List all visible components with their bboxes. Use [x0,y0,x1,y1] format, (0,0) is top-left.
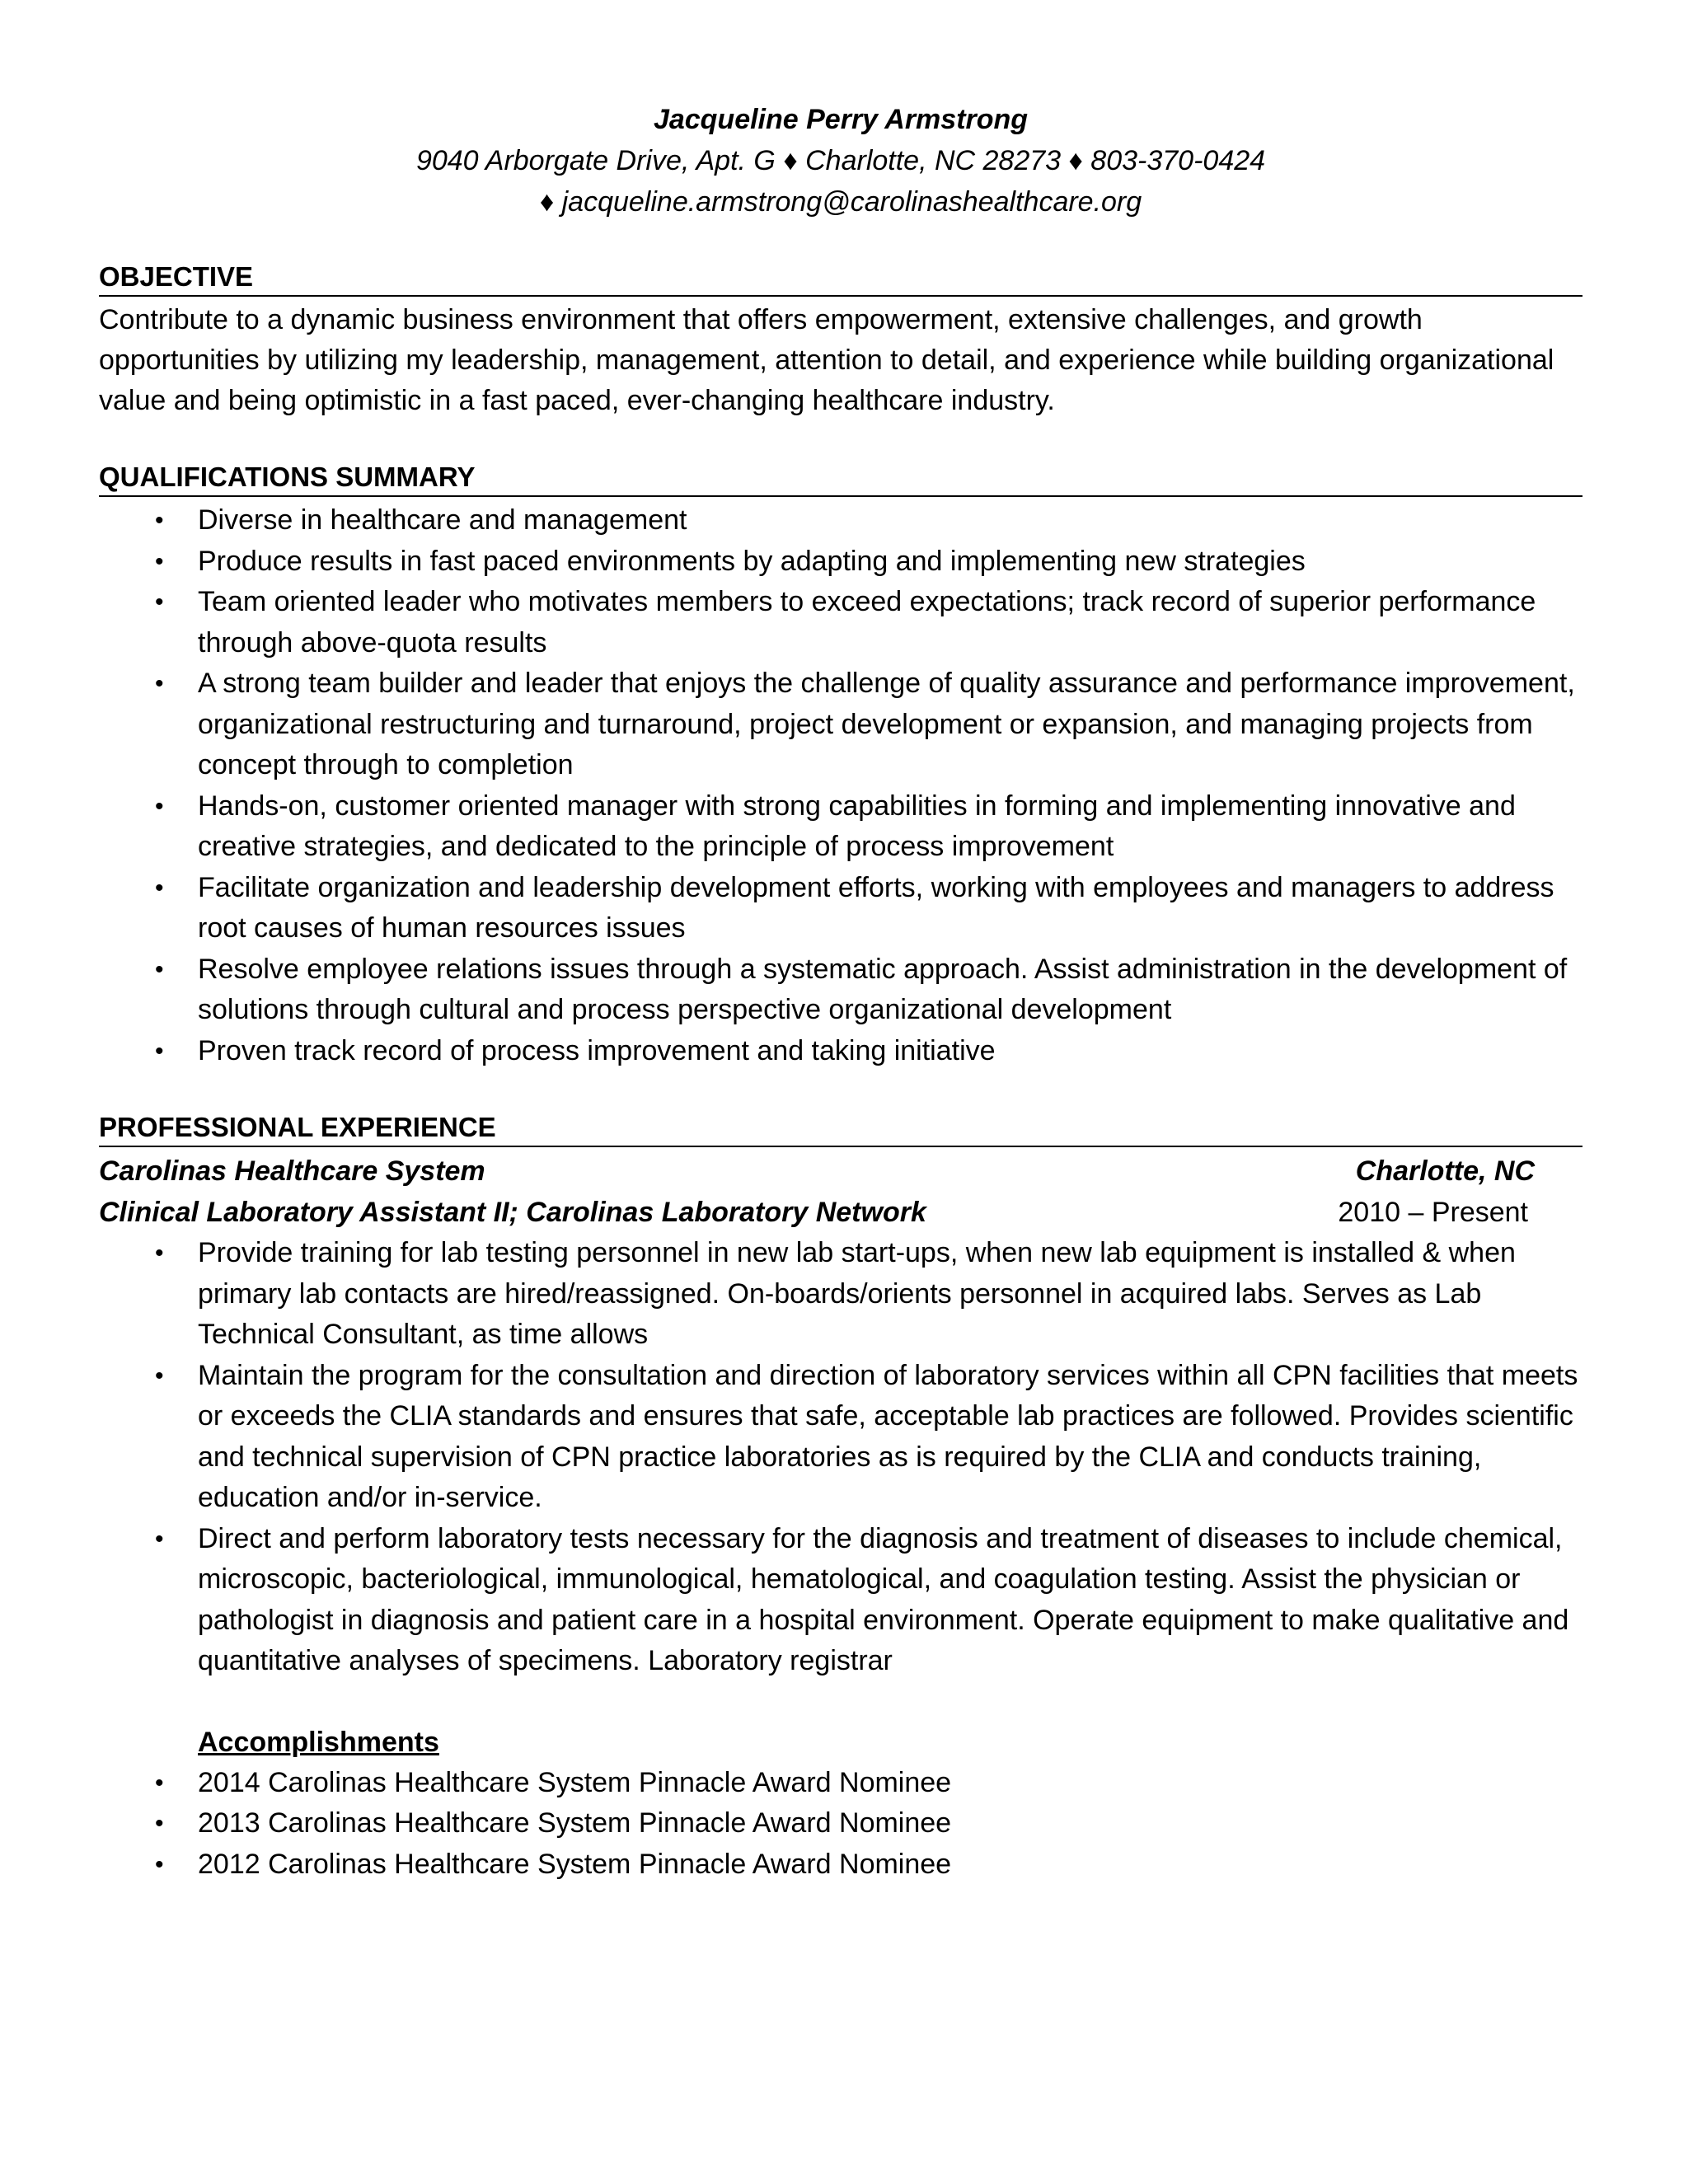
list-item: • Proven track record of process improvement and taking initiative [99,1031,1582,1072]
objective-title: OBJECTIVE [99,259,1582,297]
position-title: Clinical Laboratory Assistant II; Carolinas Laboratory Network [99,1197,926,1228]
bullet-icon: • [155,1810,164,1837]
list-item: • 2013 Carolinas Healthcare System Pinnacle Award Nominee [99,1803,1582,1844]
position-row [99,1192,1582,1233]
position-dates: 2010 – Present [1338,1197,1528,1228]
bullet-icon: • [155,874,164,902]
employer-name: Carolinas Healthcare System [99,1155,485,1187]
qualifications-list [99,500,1582,1071]
employer-location: Charlotte, NC [1355,1155,1535,1187]
list-item: • Maintain the program for the consultation and direction of laboratory services within all CPN facilities that meets or exceeds the CLIA standards and ensures that safe, acceptable lab practices are followed. Provides scientific and technical supervision of CPN practice laboratories as is required by the CLIA and conducts training, education and/or in-service. [99,1356,1582,1519]
qualifications-title: QUALIFICATIONS SUMMARY [99,459,1582,497]
bullet-icon: • [155,588,164,616]
accomplishments-title: Accomplishments [198,1726,439,1758]
list-item: • Diverse in healthcare and management [99,500,1582,541]
employer-row [99,1151,1582,1192]
list-item: • 2012 Carolinas Healthcare System Pinnacle Award Nominee [99,1844,1582,1886]
list-item: • Facilitate organization and leadership development efforts, working with employees and managers to address root causes of human resources issues [99,868,1582,949]
bullet-icon: • [155,1361,164,1390]
list-item: • Resolve employee relations issues through a systematic approach. Assist administration in the development of solutions through cultural and process perspective organizational development [99,949,1582,1031]
bullet-icon: • [155,792,164,820]
bullet-icon: • [155,670,164,697]
contact-address-line: 9040 Arborgate Drive, Apt. G ♦ Charlotte, NC 28273 ♦ 803-370-0424 [415,145,1266,176]
list-item: • Produce results in fast paced environments by adapting and implementing new strategies [99,541,1582,583]
bullet-icon: • [155,1850,164,1878]
list-item: • 2014 Carolinas Healthcare System Pinnacle Award Nominee [99,1763,1582,1804]
experience-title: PROFESSIONAL EXPERIENCE [99,1109,1582,1147]
bullet-icon: • [155,1769,164,1797]
list-item: • Hands-on, customer oriented manager with strong capabilities in forming and implementing innovative and creative strategies, and dedicated to the principle of process improvement [99,786,1582,868]
objective-section [99,259,1582,421]
experience-section [99,1109,1582,1885]
objective-text: Contribute to a dynamic business environment that offers empowerment, extensive challenges, and growth opportunities by utilizing my leadership, management, attention to detail, and experience while building organizational value and being optimistic in a fast paced, ever-changing healthcare industry. [99,304,1554,416]
bullet-icon: • [155,547,164,575]
list-item: • Direct and perform laboratory tests necessary for the diagnosis and treatment of diseases to include chemical, microscopic, bacteriological, immunological, hematological, and coagulation testing. Assist the physician or pathologist in diagnosis and patient care in a hospital environment. Operate equipment to make qualitative and quantitative analyses of specimens. Laboratory registrar [99,1519,1582,1682]
contact-email-line: ♦ jacqueline.armstrong@carolinashealthcare.org [539,186,1142,218]
list-item: • Team oriented leader who motivates members to exceed expectations; track record of superior performance through above-quota results [99,582,1582,663]
bullet-icon: • [155,1037,164,1065]
list-item: • Provide training for lab testing personnel in new lab start-ups, when new lab equipment is installed & when primary lab contacts are hired/reassigned. On-boards/orients personnel in acquired labs. Serves as Lab Technical Consultant, as time allows [99,1233,1582,1356]
duties-list [99,1233,1582,1682]
candidate-name: Jacqueline Perry Armstrong [653,104,1029,135]
bullet-icon: • [155,1525,164,1553]
bullet-icon: • [155,1240,164,1267]
accomplishments-list [99,1763,1582,1886]
list-item: • A strong team builder and leader that enjoys the challenge of quality assurance and performance improvement, organizational restructuring and turnaround, project development or expansion, and managing projects from concept through to completion [99,663,1582,786]
bullet-icon: • [155,507,164,534]
qualifications-section [99,459,1582,1071]
resume-header [99,99,1582,223]
bullet-icon: • [155,955,164,983]
